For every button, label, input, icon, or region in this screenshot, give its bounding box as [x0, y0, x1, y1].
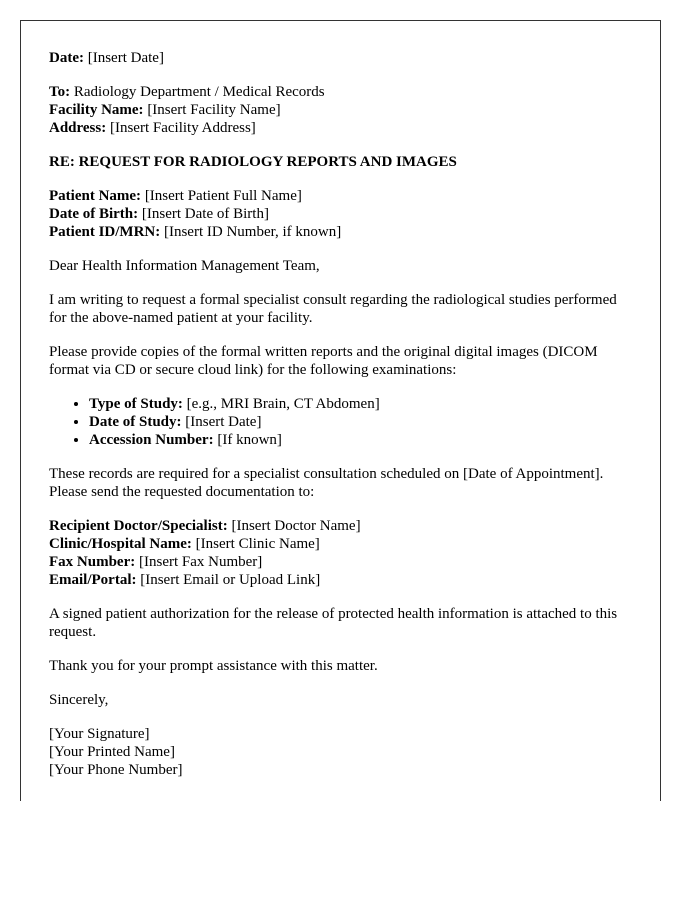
field-value: [Insert Email or Upload Link]	[140, 572, 321, 588]
list-item	[89, 413, 632, 431]
dob-label: Date of Birth:	[49, 206, 139, 222]
address-label: Address:	[49, 120, 107, 136]
address-value: [Insert Facility Address]	[109, 120, 256, 136]
closing: Sincerely,	[49, 692, 109, 708]
send-to-block	[49, 517, 632, 589]
paragraph-thanks: Thank you for your prompt assistance with this matter.	[49, 658, 378, 674]
item-value: [If known]	[217, 432, 282, 448]
printed-name: [Your Printed Name]	[49, 744, 175, 760]
to-value: Radiology Department / Medical Records	[73, 84, 325, 100]
to-label: To:	[49, 84, 71, 100]
patient-name-value: [Insert Patient Full Name]	[144, 188, 302, 204]
field-value: [Insert Clinic Name]	[195, 536, 320, 552]
item-value: [Insert Date]	[185, 414, 262, 430]
item-label: Date of Study:	[89, 414, 182, 430]
field-label: Recipient Doctor/Specialist:	[49, 518, 228, 534]
list-item	[89, 431, 632, 449]
field-value: [Insert Doctor Name]	[231, 518, 361, 534]
subject: RE: REQUEST FOR RADIOLOGY REPORTS AND IMAGES	[49, 154, 457, 170]
recipient-block	[49, 83, 632, 137]
field-value: [Insert Fax Number]	[139, 554, 263, 570]
field-label: Fax Number:	[49, 554, 136, 570]
signature-block	[49, 725, 632, 779]
phone-number: [Your Phone Number]	[49, 762, 183, 778]
studies-list	[49, 395, 632, 449]
dob-value: [Insert Date of Birth]	[141, 206, 269, 222]
paragraph-authorization: A signed patient authorization for the release of protected health information is attached to this request.	[49, 606, 618, 640]
date-line	[49, 49, 632, 67]
patient-block	[49, 187, 632, 241]
subject-line	[49, 153, 632, 171]
field-label: Email/Portal:	[49, 572, 137, 588]
item-label: Type of Study:	[89, 396, 183, 412]
field-label: Clinic/Hospital Name:	[49, 536, 192, 552]
patient-id-label: Patient ID/MRN:	[49, 224, 161, 240]
list-item	[89, 395, 632, 413]
signature: [Your Signature]	[49, 726, 150, 742]
facility-value: [Insert Facility Name]	[147, 102, 281, 118]
patient-id-value: [Insert ID Number, if known]	[163, 224, 342, 240]
paragraph-request: I am writing to request a formal specialist consult regarding the radiological studies performed for the above-named patient at your facility.	[49, 292, 617, 326]
paragraph-copies: Please provide copies of the formal written reports and the original digital images (DICOM format via CD or secure cloud link) for the following examinations:	[49, 344, 598, 378]
patient-name-label: Patient Name:	[49, 188, 142, 204]
paragraph-consultation: These records are required for a specialist consultation scheduled on [Date of Appointment]. Please send the requested documentation to:	[49, 466, 604, 500]
item-label: Accession Number:	[89, 432, 214, 448]
salutation: Dear Health Information Management Team,	[49, 258, 320, 274]
date-label: Date:	[49, 50, 84, 66]
facility-label: Facility Name:	[49, 102, 144, 118]
item-value: [e.g., MRI Brain, CT Abdomen]	[186, 396, 380, 412]
date-value: [Insert Date]	[87, 50, 164, 66]
letter-page	[20, 20, 661, 801]
